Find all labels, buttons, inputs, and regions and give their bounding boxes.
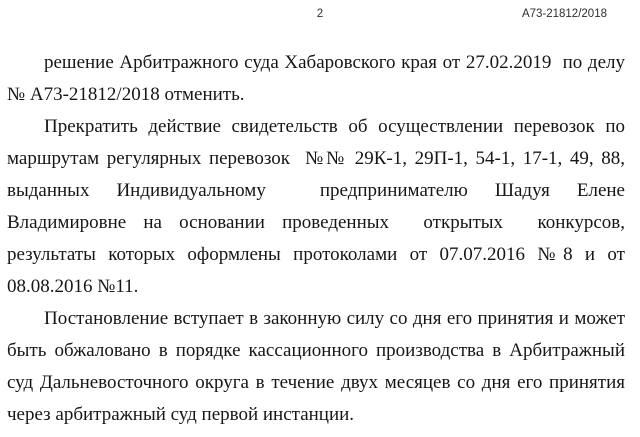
text-line: Прекратить действие свидетельств об осуществлении перевозок по [44, 116, 625, 137]
paragraph-revoke-decision [7, 47, 625, 111]
page-header [0, 8, 640, 24]
text-line: результаты которых оформлены протоколами от 07.07.2016 №8 и от [7, 244, 625, 265]
text-line: 08.08.2016 №11. [7, 276, 139, 297]
text-line: через арбитражный суд первой инстанции. [7, 404, 355, 425]
text-line: решение Арбитражного суда Хабаровского края от 27.02.2019 по делу [44, 52, 625, 73]
paragraph-entry-into-force [7, 303, 625, 431]
text-line: выданных Индивидуальному предпринимателю Шадуя Елене [7, 180, 625, 201]
text-line: суд Дальневосточного округа в течение двух месяцев со дня его принятия [7, 372, 625, 393]
text-line: Владимировне на основании проведенных открытых конкурсов, [7, 212, 625, 233]
text-line: быть обжаловано в порядке кассационного производства в Арбитражный [7, 340, 625, 361]
case-number: А73-21812/2018 [521, 8, 607, 20]
document-body [7, 47, 625, 431]
paragraph-terminate-certificates [7, 111, 625, 303]
page-number: 2 [316, 8, 324, 20]
text-line: маршрутам регулярных перевозок №№ 29К-1, 29П-1, 54-1, 17-1, 49, 88, [7, 148, 625, 169]
text-line: № А73-21812/2018 отменить. [7, 84, 245, 105]
text-line: Постановление вступает в законную силу со дня его принятия и может [44, 308, 625, 329]
